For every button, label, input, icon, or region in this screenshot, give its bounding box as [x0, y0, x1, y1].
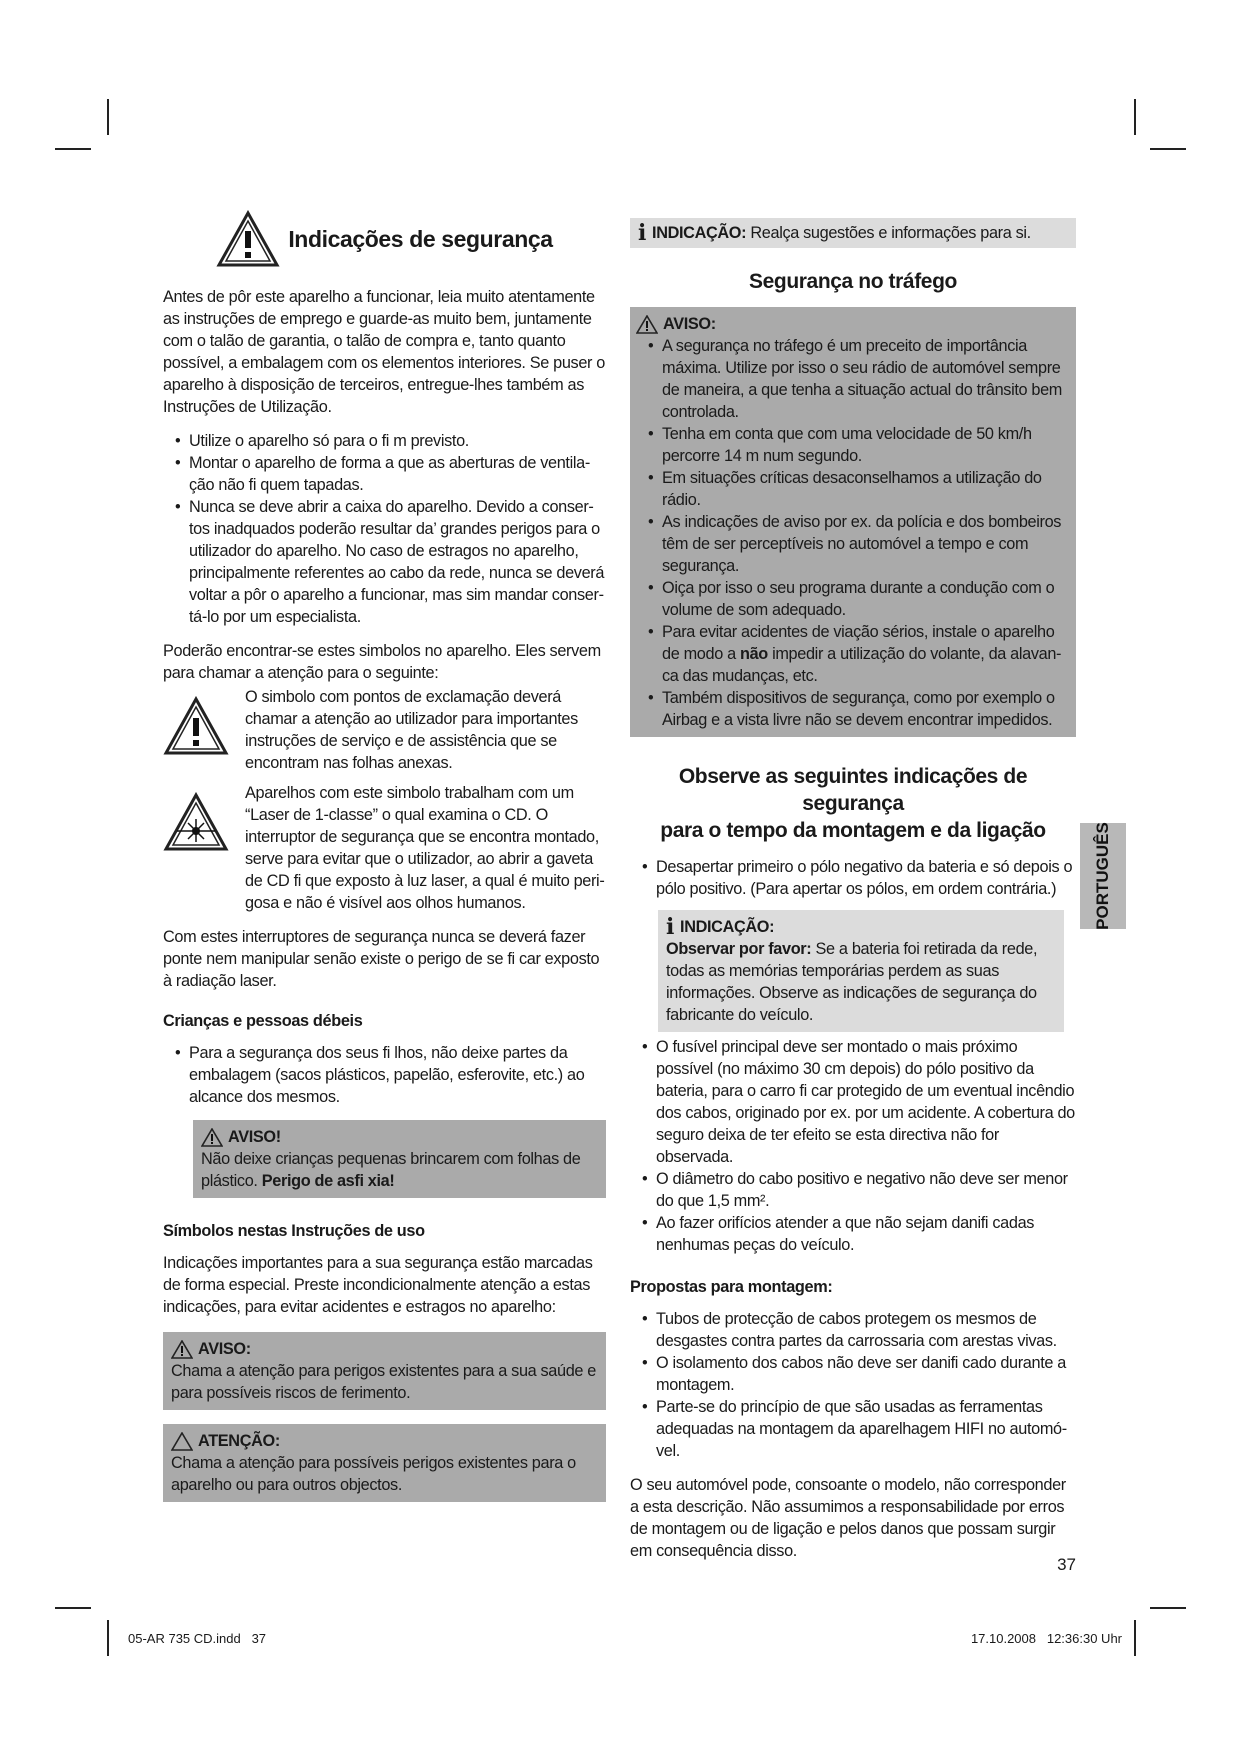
list-item: • Em situações críticas desaconselhamos a utilização do rádio. [636, 467, 1068, 511]
list-item: • Também dispositivos de segurança, como por exemplo o Airbag e a vista livre não se devem encontrar impedidos. [636, 687, 1068, 731]
list-item: • Para a segurança dos seus fi lhos, não deixe partes da embalagem (sacos plásticos, papelão, esferovite, etc.) ao alcance dos mesmos. [163, 1042, 606, 1108]
list-item: • Desapertar primeiro o pólo negativo da bateria e só depois o pólo positivo. (Para apertar os pólos, em ordem contrária.) [630, 856, 1076, 900]
closing-paragraph: O seu automóvel pode, consoante o modelo, não corresponder a esta descrição. Não assumimos a responsabilidade por erros de montagem ou de ligação e pelos danos que possam surgir em consequência disso. [630, 1476, 1066, 1560]
right-column [630, 218, 1076, 1562]
warning-triangle-icon [216, 210, 280, 268]
atencao-box [163, 1424, 606, 1502]
warning-text: Não deixe crianças pequenas brincarem com folhas de plástico. [201, 1150, 581, 1190]
safety-heading [163, 210, 606, 268]
children-heading: Crianças e pessoas débeis [163, 1012, 363, 1030]
crop-mark [1150, 1607, 1186, 1609]
page-number: 37 [1057, 1555, 1076, 1574]
warning-label: AVISO! [228, 1128, 281, 1146]
list-item: • Montar o aparelho de forma a que as aberturas de ventila-ção não fi quem tapadas. [163, 452, 606, 496]
aviso-text: Chama a atenção para perigos existentes para a sua saúde e para possíveis riscos de ferimento. [171, 1362, 597, 1402]
list-item: • O isolamento dos cabos não deve ser danifi cado durante a montagem. [630, 1352, 1076, 1396]
warning-triangle-icon [201, 1128, 223, 1147]
mount-title [630, 763, 1076, 844]
list-item: • O fusível principal deve ser montado o mais próximo possível (no máximo 30 cm depois) do pólo positivo da bateria, para o carro fi car protegido de um eventual incêndio dos cabos, originado por ex. por um acidente. A cobertura do seguro deixa de ter efeito se esta directiva não for observada. [630, 1036, 1076, 1168]
crop-mark [1134, 99, 1136, 135]
language-tab-label: PORTUGUÊS [1093, 822, 1112, 930]
list-item: • Oiça por isso o seu programa durante a condução com o volume de som adequado. [636, 577, 1068, 621]
language-tab [1080, 823, 1126, 929]
children-bullets [163, 1042, 606, 1108]
list-item-emphasis: não [739, 645, 768, 663]
crop-mark [55, 1607, 91, 1609]
traffic-title: Segurança no tráfego [749, 270, 957, 293]
symbol-exclamation-text: O simbolo com pontos de exclamação deverá chamar a atenção ao utilizador para importantes instruções de serviço e de assistência que se encontram nas folhas anexas. [245, 688, 578, 772]
mount-bullets-first [630, 856, 1076, 900]
switch-paragraph: Com estes interruptores de segurança nunca se deverá fazer ponte nem manipular senão existe o perigo de se fi car exposto à radiação laser. [163, 928, 600, 990]
traffic-aviso-label: AVISO: [663, 315, 716, 333]
proposals-heading: Propostas para montagem: [630, 1278, 833, 1296]
mount-note-emphasis: Observar por favor: [666, 940, 812, 958]
caution-triangle-icon [171, 1432, 193, 1451]
laser-warning-icon [163, 792, 229, 852]
list-item: • Tubos de protecção de cabos protegem os mesmos de desgastes contra partes da carrossaria com arestas vivas. [630, 1308, 1076, 1352]
indicacao-text: Realça sugestões e informações para si. [750, 224, 1031, 242]
mount-note-box [658, 910, 1064, 1032]
symbols-paragraph: Indicações importantes para a sua segurança estão marcadas de forma especial. Preste incondicionalmente atenção a estas indicações, para evitar acidentes e estragos no aparelho: [163, 1254, 593, 1316]
list-item: • As indicações de aviso por ex. da polícia e dos bombeiros têm de ser perceptíveis no automóvel a tempo e com segurança. [636, 511, 1068, 577]
proposals-bullets [630, 1308, 1076, 1462]
list-item: • Ao fazer orifícios atender a que não sejam danifi cadas nenhumas peças do veículo. [630, 1212, 1076, 1256]
crop-mark [107, 99, 109, 135]
warning-triangle-icon [171, 1340, 193, 1359]
symbol-laser-row [163, 782, 606, 914]
crop-mark [107, 1620, 109, 1656]
traffic-bullets [636, 335, 1068, 731]
warning-triangle-icon [636, 315, 658, 334]
exclamation-triangle-icon [163, 696, 229, 756]
crop-mark [1134, 1620, 1136, 1656]
aviso-label: AVISO: [198, 1340, 251, 1358]
intro-paragraph: Antes de pôr este aparelho a funcionar, leia muito atentamente as instruções de emprego e guarde-as muito bem, juntamente com o talão de garantia, o talão de compra e, tanto quanto possível, a embalagem com os elementos interiores. Se puser o aparelho à disposição de terceiros, entregue-lhes também as Instruções de Utilização. [163, 288, 605, 416]
mount-note-text: Se a bateria foi retirada da rede, todas as memórias temporárias perdem as suas informações. Observe as indicações de segurança do fabricante do veículo. [666, 940, 1038, 1024]
footer-file: 05-AR 735 CD.indd 37 [128, 1631, 267, 1646]
list-item: • Utilize o aparelho só para o fi m previsto. [163, 430, 606, 452]
list-item: • A segurança no tráfego é um preceito de importância máxima. Utilize por isso o seu rádio de automóvel sempre de maneira, a que tenha a situação actual do trânsito bem controlada. [636, 335, 1068, 423]
list-item: • Tenha em conta que com uma velocidade de 50 km/h percorre 14 m num segundo. [636, 423, 1068, 467]
list-item-text: Para evitar acidentes de viação sérios, instale o aparelho de modo a [662, 623, 1055, 663]
left-column [163, 210, 606, 1502]
mount-title-line: para o tempo da montagem e da ligação [660, 819, 1046, 842]
mount-note-label: INDICAÇÃO: [680, 918, 775, 936]
list-item: • O diâmetro do cabo positivo e negativo não deve ser menor do que 1,5 mm². [630, 1168, 1076, 1212]
children-warning-box [193, 1120, 606, 1198]
crop-mark [55, 148, 91, 150]
mount-bullets [630, 1036, 1076, 1256]
aviso-box [163, 1332, 606, 1410]
symbols-intro: Poderão encontrar-se estes simbolos no aparelho. Eles servem para chamar a atenção para o seguinte: [163, 642, 601, 682]
info-icon: i [638, 220, 647, 246]
symbols-heading: Símbolos nestas Instruções de uso [163, 1222, 425, 1240]
mount-title-line: Observe as seguintes indicações de segurança [678, 765, 1028, 815]
traffic-warning-box [630, 307, 1076, 737]
info-icon: i [666, 914, 675, 940]
list-item-text: impedir a utilização do volante, da alavan-ca das mudanças, etc. [662, 645, 1062, 685]
atencao-label: ATENÇÃO: [198, 1432, 280, 1450]
list-item: • Parte-se do princípio de que são usadas as ferramentas adequadas na montagem da aparelhagem HIFI no automó-vel. [630, 1396, 1076, 1462]
safety-title: Indicações de segurança [288, 226, 553, 252]
list-item [636, 621, 1068, 687]
symbol-laser-text: Aparelhos com este simbolo trabalham com um “Laser de 1-classe” o qual examina o CD. O interruptor de segurança que se encontra montado, serve para evitar que o utilizador, ao abrir a gaveta de CD fi que exposto à luz laser, a qual é muito peri-gosa e não é visível aos olhos humanos. [245, 784, 605, 912]
indicacao-label: INDICAÇÃO: [652, 224, 747, 242]
warning-emphasis: Perigo de asfi xia! [261, 1172, 395, 1190]
symbol-exclamation-row [163, 686, 606, 774]
indicacao-box [630, 218, 1076, 248]
crop-mark [1150, 148, 1186, 150]
footer-timestamp: 17.10.2008 12:36:30 Uhr [970, 1631, 1122, 1646]
atencao-text: Chama a atenção para possíveis perigos existentes para o aparelho ou para outros objectos. [171, 1454, 576, 1494]
general-bullets [163, 430, 606, 628]
list-item: • Nunca se deve abrir a caixa do aparelho. Devido a conser-tos inadquados poderão resultar da’ grandes perigos para o utilizador do aparelho. No caso de estragos no aparelho, principalmente referentes ao cabo da rede, nunca se deverá voltar a pôr o aparelho a funcionar, mas sim mandar conser-tá-lo por um especialista. [163, 496, 606, 628]
